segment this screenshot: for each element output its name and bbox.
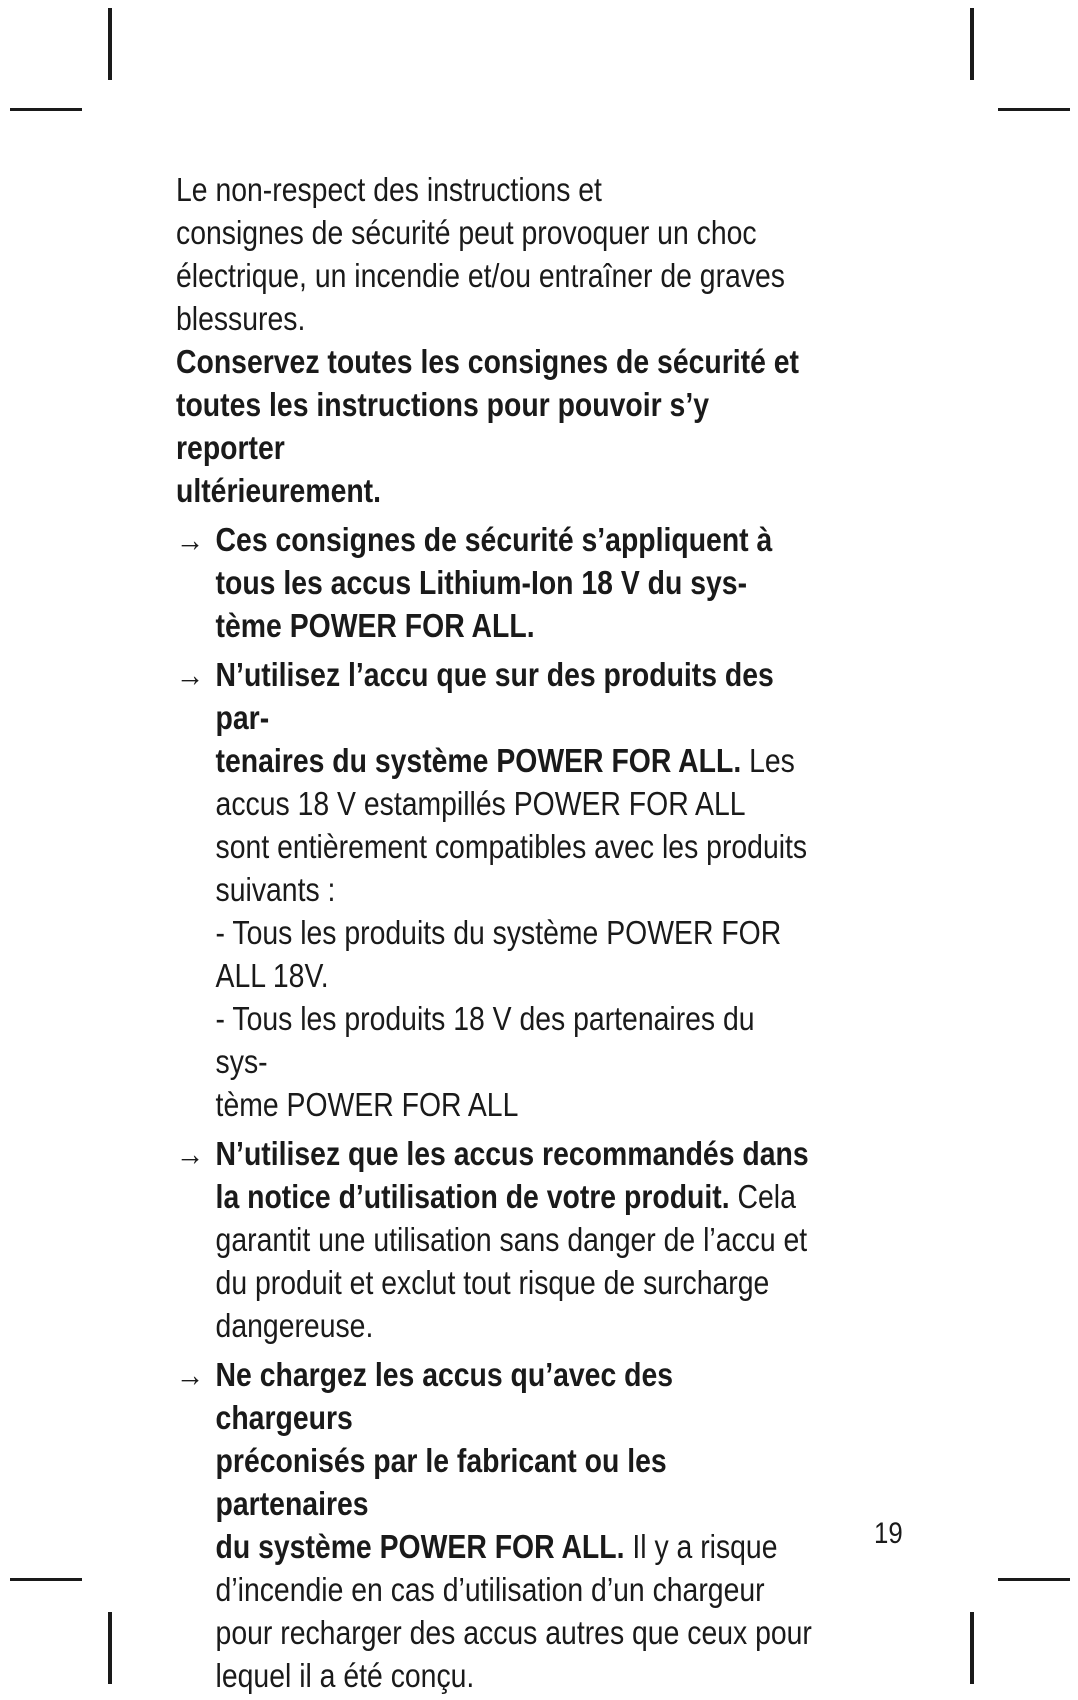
page-number: 19 [874,1517,903,1550]
bullet-text-line: garantit une utilisation sans danger de l’accu et [215,1221,808,1258]
bullet-bold-line: tème POWER FOR ALL. [215,607,535,644]
crop-mark-top-left-horizontal [10,108,82,111]
crop-mark-top-left-vertical [108,8,112,80]
bullet-bold-line: N’utilisez que les accus recommandés dans [215,1135,809,1172]
bullet-text-line: accus 18 V estampillés POWER FOR ALL [215,785,746,822]
bullet-bold-line: du système POWER FOR ALL. [215,1528,625,1565]
crop-mark-bottom-right-horizontal [998,1578,1070,1581]
bullet-text-line: suivants : [215,871,336,908]
intro-paragraph [176,168,812,340]
bullet-bold-line: N’utilisez l’accu que sur des produits des par- [215,656,774,736]
bullet-bold-line: Ne chargez les accus qu’avec des chargeurs [215,1356,674,1436]
arrow-icon: → [176,1356,205,1393]
crop-mark-top-right-horizontal [998,108,1070,111]
save-notice-line: ultérieurement. [176,472,382,509]
intro-line: électrique, un incendie et/ou entraîner de graves [176,257,786,294]
safety-instructions-text [176,168,812,1697]
bullet-bold-line: la notice d’utilisation de votre produit. [215,1178,730,1215]
bullet-bold-line: tous les accus Lithium-Ion 18 V du sys- [215,564,748,601]
arrow-icon: → [176,521,205,558]
save-notice-line: Conservez toutes les consignes de sécurité et [176,343,800,380]
crop-mark-bottom-left-horizontal [10,1578,82,1581]
save-notice-paragraph [176,340,812,512]
sub-item-line: - Tous les produits du système POWER FOR [215,914,782,951]
arrow-icon: → [176,1135,205,1172]
bullet-bold-line: tenaires du système POWER FOR ALL. [215,742,742,779]
intro-line: Le non-respect des instructions et [176,171,602,208]
bullet-tail-text: Il y a risque [624,1528,778,1565]
bullet-item-chargers [176,1353,812,1697]
bullet-text-line: lequel il a été conçu. [215,1657,475,1694]
bullet-text-line: d’incendie en cas d’utilisation d’un chargeur [215,1571,765,1608]
sub-item-line: ALL 18V. [215,957,329,994]
bullet-tail-text: Cela [729,1178,796,1215]
bullet-text-line: pour recharger des accus autres que ceux pour [215,1614,812,1651]
intro-line: consignes de sécurité peut provoquer un choc [176,214,757,251]
bullet-item-recommended-batteries [176,1132,812,1347]
bullet-text-line: sont entièrement compatibles avec les produits [215,828,808,865]
bullet-bold-line: Ces consignes de sécurité s’appliquent à [215,521,773,558]
crop-mark-top-right-vertical [970,8,974,80]
bullet-item-compatible-products [176,653,812,1126]
crop-mark-bottom-right-vertical [970,1612,974,1684]
sub-item-line: tème POWER FOR ALL [215,1086,519,1123]
intro-line: blessures. [176,300,306,337]
bullet-tail-text: Les [741,742,795,779]
save-notice-line: toutes les instructions pour pouvoir s’y reporter [176,386,709,466]
bullet-bold-line: préconisés par le fabricant ou les partenaires [215,1442,667,1522]
sub-item-line: - Tous les produits 18 V des partenaires du sys- [215,1000,755,1080]
bullet-item-scope [176,518,812,647]
crop-mark-bottom-left-vertical [108,1612,112,1684]
bullet-text-line: dangereuse. [215,1307,374,1344]
arrow-icon: → [176,656,205,693]
bullet-text-line: du produit et exclut tout risque de surcharge [215,1264,770,1301]
